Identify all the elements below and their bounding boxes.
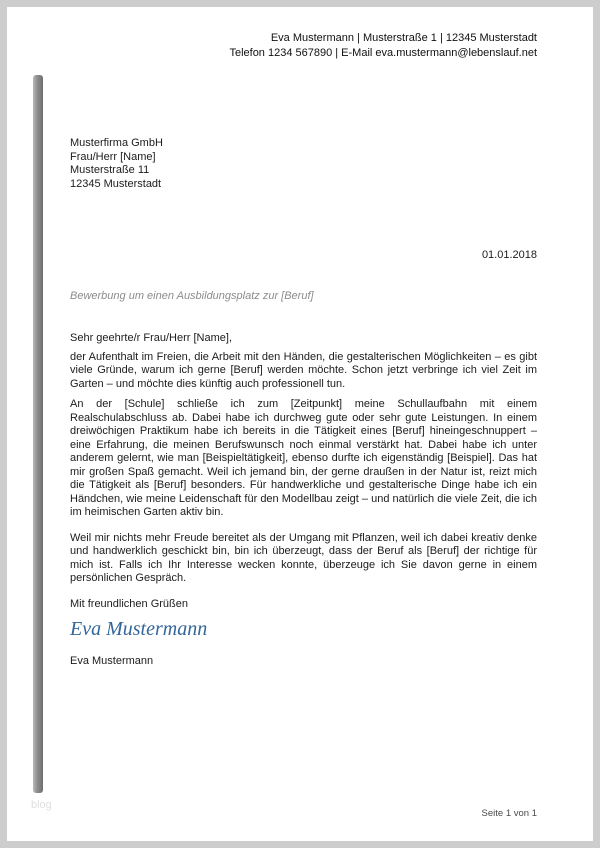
sender-header: [70, 31, 537, 61]
recipient-line: Musterstraße 11: [70, 164, 150, 176]
body-paragraph: der Aufenthalt im Freien, die Arbeit mit den Händen, die gestalterischen Möglichkeiten – es gibt viele Gründe, warum ich gerne [Beruf] werden möchte. Schon jetzt verbringe ich viel Zeit im Garten – und möchte dies künftig auch professionell tun.: [70, 350, 537, 390]
signature-script: Eva Mustermann: [70, 617, 208, 640]
blog-watermark: blog: [31, 799, 52, 811]
salutation: Sehr geehrte/r Frau/Herr [Name],: [70, 332, 233, 344]
page: [7, 7, 593, 841]
recipient-address: [70, 137, 537, 191]
binding-bar: [33, 75, 43, 793]
body-paragraph: Weil mir nichts mehr Freude bereitet als der Umgang mit Pflanzen, weil ich dabei kreativ denke und handwerklich geschickt bin, bin ich überzeugt, dass der Beruf als [Beruf] der richtige für mich ist. Falls ich Ihr Interesse wecken konnte, überzeuge ich Sie davon gerne in einem persönlichen Gespräch.: [70, 531, 537, 584]
recipient-line: Musterfirma GmbH: [70, 137, 163, 149]
subject-line: Bewerbung um einen Ausbildungsplatz zur [Beruf]: [70, 290, 314, 302]
signature-typed-name: Eva Mustermann: [70, 654, 154, 667]
page-number: Seite 1 von 1: [481, 808, 537, 819]
letter-content: [70, 7, 537, 667]
closing-phrase: Mit freundlichen Grüßen: [70, 597, 188, 610]
sender-contact-line: Eva Mustermann | Musterstraße 1 | 12345 Musterstadt: [270, 32, 537, 44]
letter-date: 01.01.2018: [481, 249, 537, 261]
sender-contact-line: Telefon 1234 567890 | E-Mail eva.mustermann@lebenslauf.net: [229, 47, 537, 59]
recipient-line: 12345 Musterstadt: [70, 177, 162, 190]
body-paragraph: An der [Schule] schließe ich zum [Zeitpunkt] meine Schullaufbahn mit einem Realschulabschluss ab. Dabei habe ich durchweg gute oder sehr gute Leistungen. In einem dreiwöchigen Praktikum habe ich bereits in die Tätigkeit eines [Beruf] hineingeschnuppert – eine Erfahrung, die meinen Berufswunsch noch einmal verstärkt hat. Dabei habe ich unter anderem gelernt, wie man [Beispieltätigkeit], ebenso durfte ich eigenständig [Beispiel]. Das hat mir großen Spaß gemacht. Weil ich jemand bin, der gerne draußen in der Natur ist, reizt mich die Tätigkeit als [Beruf] besonders. Für handwerkliche und gestalterische Dinge habe ich ein Händchen, wie meine Leidenschaft für den Modellbau zeigt – und natürlich die viele Zeit, die ich im heimischen Garten aktiv bin.: [70, 398, 537, 518]
recipient-line: Frau/Herr [Name]: [70, 150, 156, 163]
